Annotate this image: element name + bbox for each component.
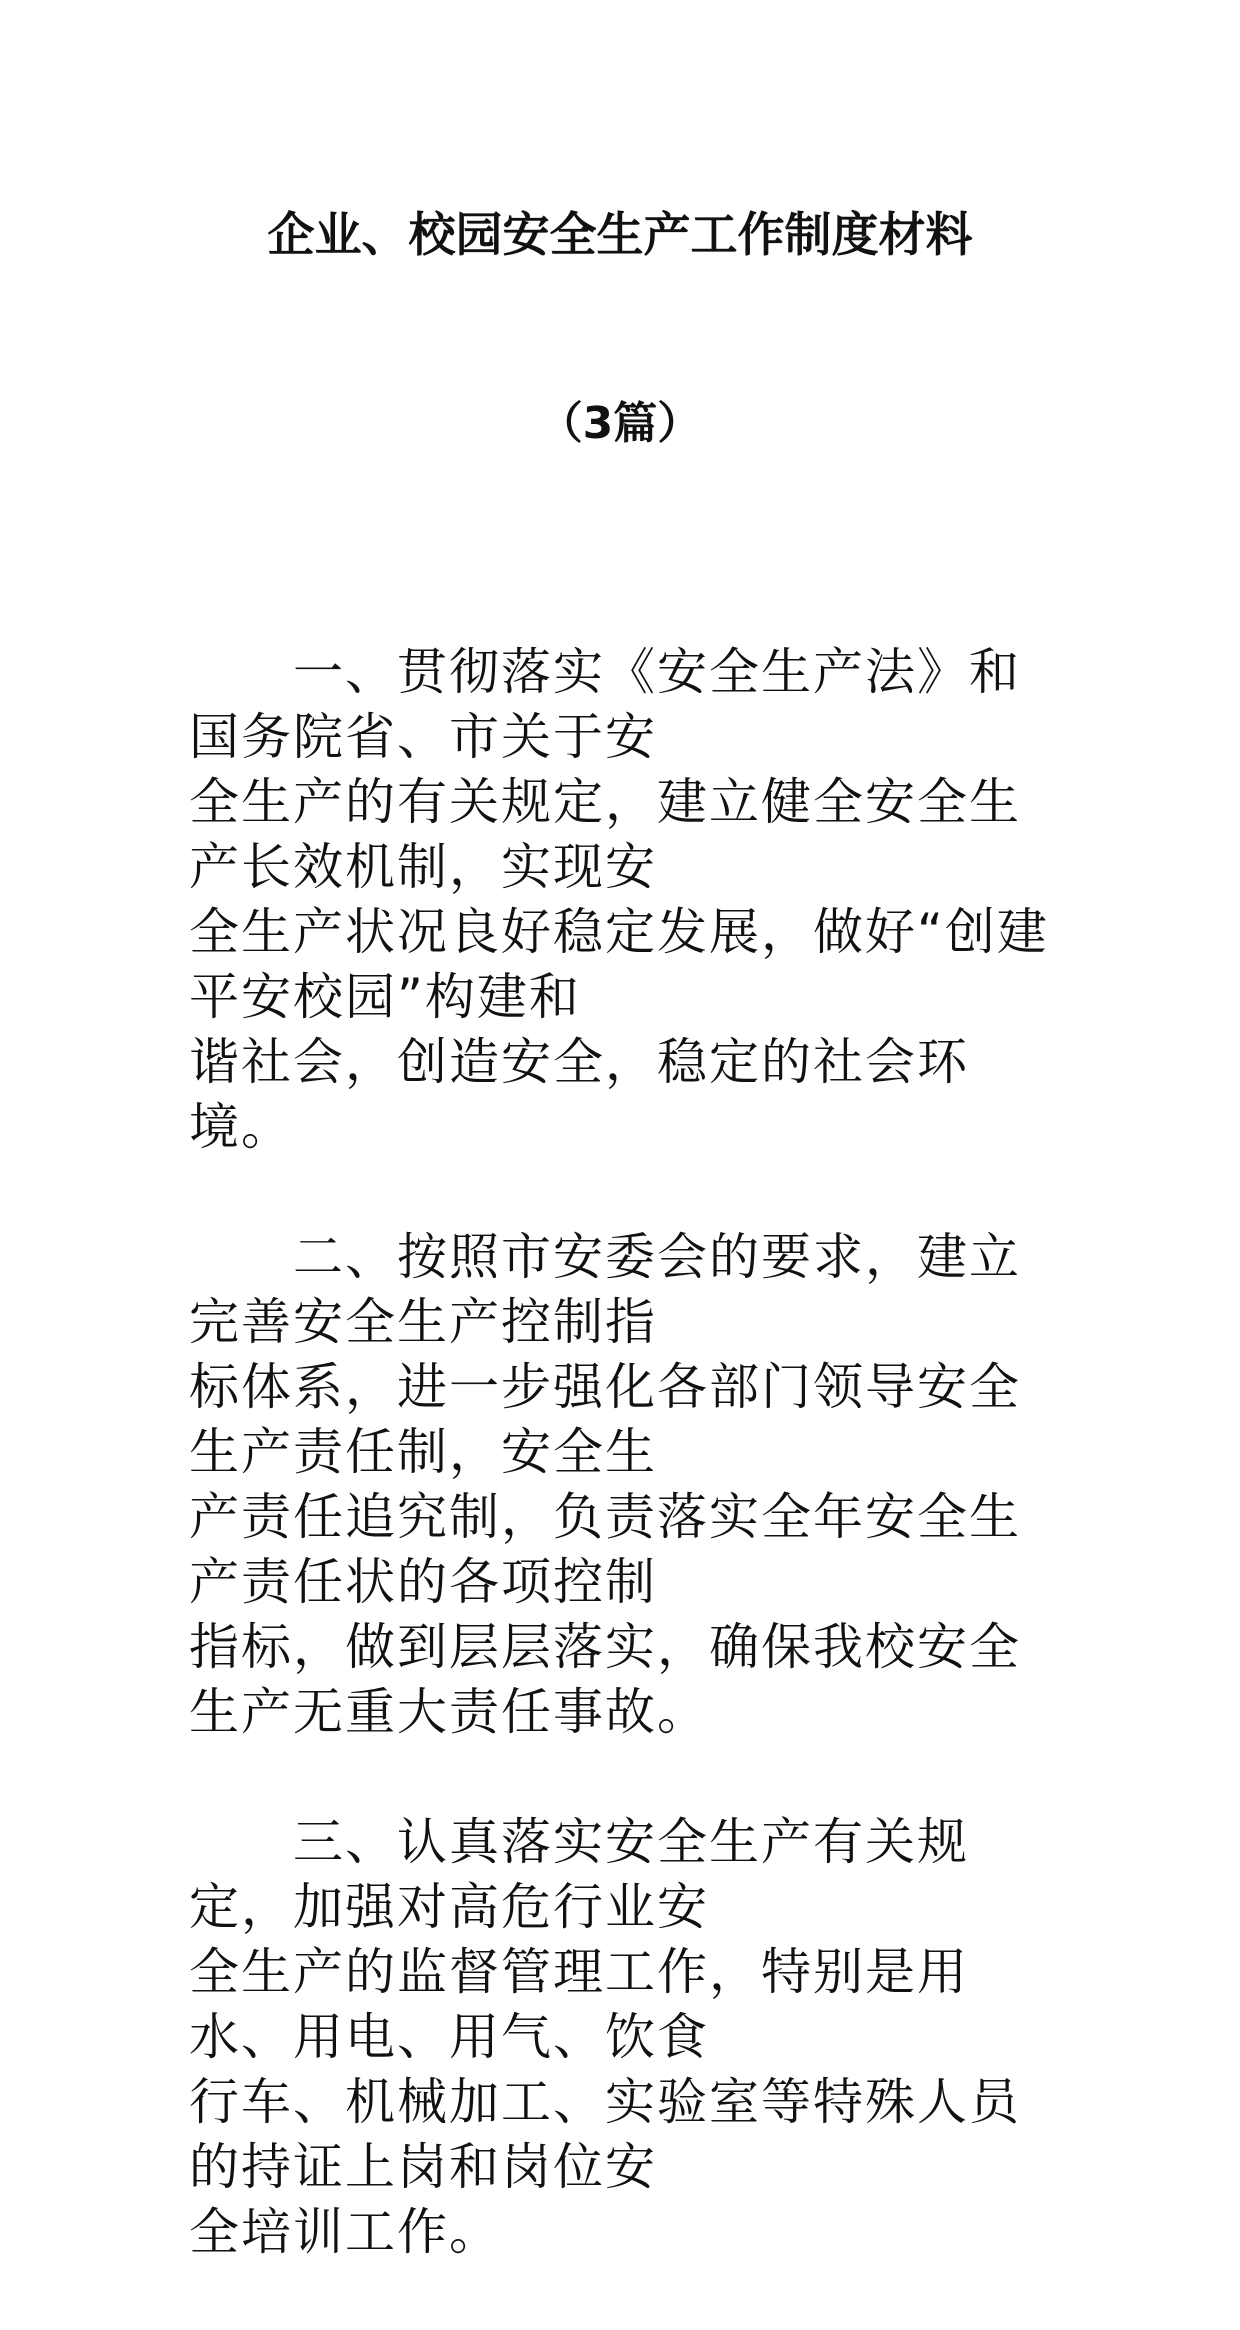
paragraph-line: 全生产的监督管理工作，特别是用水、用电、用气、饮食 — [189, 1943, 969, 2066]
paragraph-line: 一、贯彻落实《安全生产法》和国务院省、市关于安 — [189, 643, 1021, 766]
document-subtitle: （3篇） — [538, 398, 702, 449]
paragraph-2 — [189, 1225, 1059, 1745]
paragraph-line: 标体系，进一步强化各部门领导安全生产责任制，安全生 — [189, 1358, 1021, 1481]
paragraph-line: 谐社会，创造安全，稳定的社会环境。 — [189, 1033, 969, 1156]
paragraph-line: 全培训工作。 — [189, 2203, 501, 2261]
paragraph-line: 产责任追究制，负责落实全年安全生产责任状的各项控制 — [189, 1488, 1021, 1611]
paragraph-1 — [189, 640, 1059, 1160]
paragraph-line: 三、认真落实安全生产有关规定，加强对高危行业安 — [189, 1813, 969, 1936]
paragraph-line: 指标，做到层层落实，确保我校安全生产无重大责任事故。 — [189, 1618, 1021, 1741]
paragraph-line: 行车、机械加工、实验室等特殊人员的持证上岗和岗位安 — [189, 2073, 1021, 2196]
paragraph-line: 二、按照市安委会的要求，建立完善安全生产控制指 — [189, 1228, 1021, 1351]
paragraph-line: 全生产状况良好稳定发展，做好“创建平安校园”构建和 — [189, 903, 1049, 1026]
document-title: 企业、校园安全生产工作制度材料 — [267, 208, 973, 263]
paragraph-3 — [189, 1810, 1059, 2265]
document-body — [189, 640, 1059, 2330]
paragraph-line: 全生产的有关规定，建立健全安全生产长效机制，实现安 — [189, 773, 1021, 896]
